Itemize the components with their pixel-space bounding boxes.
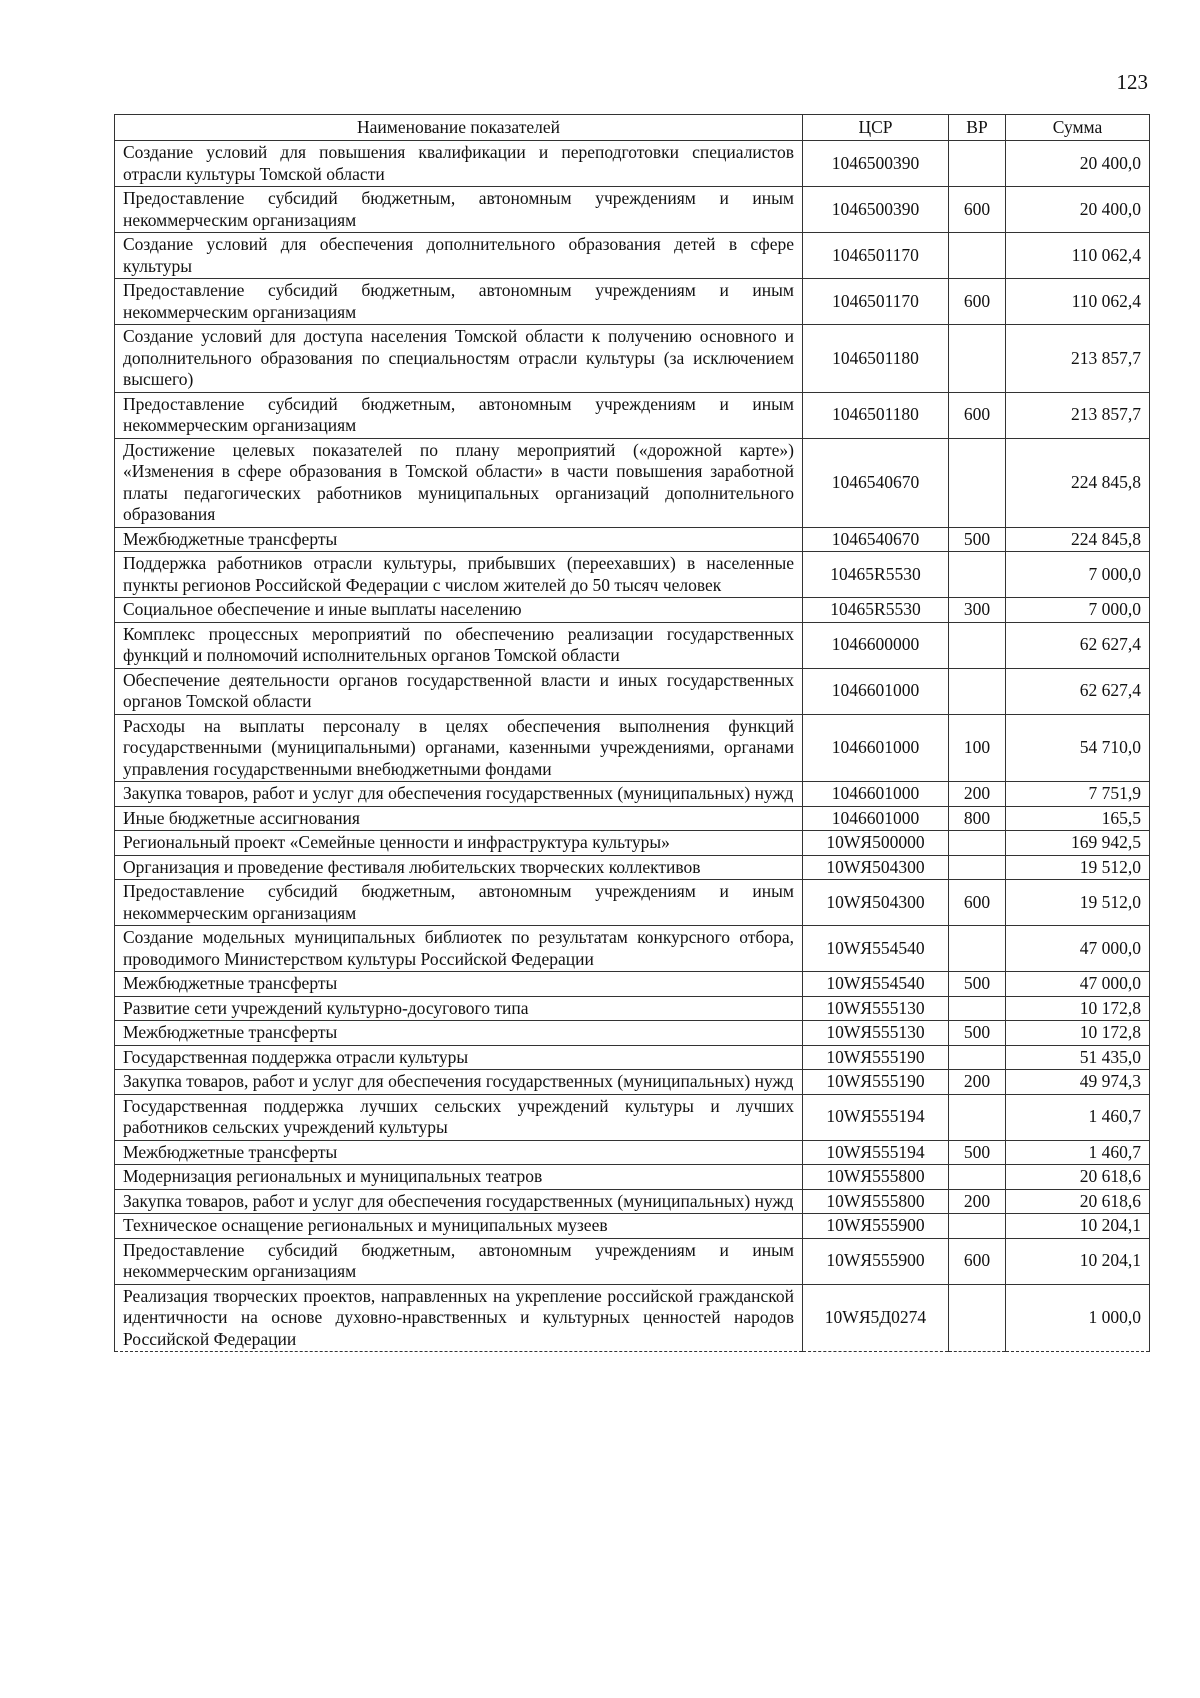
row-sum: 110 062,4 bbox=[1006, 279, 1150, 325]
row-vr bbox=[949, 141, 1006, 187]
row-sum: 7 000,0 bbox=[1006, 598, 1150, 623]
row-vr bbox=[949, 1045, 1006, 1070]
table-row bbox=[115, 1021, 1150, 1046]
row-vr: 500 bbox=[949, 972, 1006, 997]
row-name: Межбюджетные трансферты bbox=[115, 972, 803, 997]
row-vr: 100 bbox=[949, 714, 1006, 782]
row-csr: 10WЯ555130 bbox=[803, 1021, 949, 1046]
row-name: Предоставление субсидий бюджетным, автономным учреждениям и иным некоммерческим организациям bbox=[115, 392, 803, 438]
table-row bbox=[115, 1045, 1150, 1070]
row-sum: 19 512,0 bbox=[1006, 880, 1150, 926]
row-name: Развитие сети учреждений культурно-досугового типа bbox=[115, 996, 803, 1021]
row-vr bbox=[949, 552, 1006, 598]
row-sum: 10 204,1 bbox=[1006, 1214, 1150, 1239]
row-sum: 7 751,9 bbox=[1006, 782, 1150, 807]
row-vr: 800 bbox=[949, 806, 1006, 831]
row-vr bbox=[949, 325, 1006, 393]
row-csr: 10WЯ500000 bbox=[803, 831, 949, 856]
row-sum: 10 204,1 bbox=[1006, 1238, 1150, 1284]
row-name: Предоставление субсидий бюджетным, автономным учреждениям и иным некоммерческим организациям bbox=[115, 187, 803, 233]
row-csr: 10WЯ555800 bbox=[803, 1165, 949, 1190]
row-csr: 1046601000 bbox=[803, 668, 949, 714]
row-sum: 213 857,7 bbox=[1006, 392, 1150, 438]
row-name: Модернизация региональных и муниципальных театров bbox=[115, 1165, 803, 1190]
row-name: Достижение целевых показателей по плану мероприятий («дорожной карте») «Изменения в сфере образования в Томской области» в части повышения заработной платы педагогических работников муниципальных организаций дополнительного образования bbox=[115, 438, 803, 527]
row-name: Закупка товаров, работ и услуг для обеспечения государственных (муниципальных) нужд bbox=[115, 1189, 803, 1214]
row-vr: 600 bbox=[949, 392, 1006, 438]
header-csr: ЦСР bbox=[803, 115, 949, 141]
row-vr: 600 bbox=[949, 279, 1006, 325]
row-vr: 600 bbox=[949, 880, 1006, 926]
row-sum: 1 460,7 bbox=[1006, 1094, 1150, 1140]
table-row bbox=[115, 598, 1150, 623]
row-csr: 10WЯ554540 bbox=[803, 972, 949, 997]
row-vr bbox=[949, 668, 1006, 714]
row-sum: 20 618,6 bbox=[1006, 1189, 1150, 1214]
row-vr bbox=[949, 438, 1006, 527]
row-name: Создание условий для доступа населения Томской области к получению основного и дополнительного образования по специальностям отрасли культуры (за исключением высшего) bbox=[115, 325, 803, 393]
row-csr: 10WЯ554540 bbox=[803, 926, 949, 972]
row-vr bbox=[949, 1094, 1006, 1140]
table-row bbox=[115, 1284, 1150, 1352]
table-row bbox=[115, 996, 1150, 1021]
row-sum: 169 942,5 bbox=[1006, 831, 1150, 856]
table-row bbox=[115, 279, 1150, 325]
table-row bbox=[115, 831, 1150, 856]
table-row bbox=[115, 926, 1150, 972]
row-csr: 1046501180 bbox=[803, 392, 949, 438]
row-name: Региональный проект «Семейные ценности и инфраструктура культуры» bbox=[115, 831, 803, 856]
page-number: 123 bbox=[1116, 70, 1148, 94]
row-name: Предоставление субсидий бюджетным, автономным учреждениям и иным некоммерческим организациям bbox=[115, 279, 803, 325]
row-sum: 20 400,0 bbox=[1006, 187, 1150, 233]
row-name: Предоставление субсидий бюджетным, автономным учреждениям и иным некоммерческим организациям bbox=[115, 1238, 803, 1284]
header-vr: ВР bbox=[949, 115, 1006, 141]
row-vr: 600 bbox=[949, 187, 1006, 233]
row-csr: 10465R5530 bbox=[803, 598, 949, 623]
row-vr bbox=[949, 926, 1006, 972]
table-row bbox=[115, 233, 1150, 279]
row-csr: 1046500390 bbox=[803, 141, 949, 187]
row-csr: 10WЯ555800 bbox=[803, 1189, 949, 1214]
row-vr bbox=[949, 1214, 1006, 1239]
row-vr: 200 bbox=[949, 1070, 1006, 1095]
row-csr: 1046600000 bbox=[803, 622, 949, 668]
row-sum: 1 460,7 bbox=[1006, 1140, 1150, 1165]
table-row bbox=[115, 1238, 1150, 1284]
row-name: Комплекс процессных мероприятий по обеспечению реализации государственных функций и полномочий исполнительных органов Томской области bbox=[115, 622, 803, 668]
row-csr: 10WЯ555190 bbox=[803, 1070, 949, 1095]
row-sum: 19 512,0 bbox=[1006, 855, 1150, 880]
table-row bbox=[115, 880, 1150, 926]
table-row bbox=[115, 187, 1150, 233]
budget-table bbox=[114, 114, 1150, 1352]
row-name: Поддержка работников отрасли культуры, прибывших (переехавших) в населенные пункты регионов Российской Федерации с числом жителей до 50 тысяч человек bbox=[115, 552, 803, 598]
row-name: Создание условий для повышения квалификации и переподготовки специалистов отрасли культуры Томской области bbox=[115, 141, 803, 187]
row-name: Социальное обеспечение и иные выплаты населению bbox=[115, 598, 803, 623]
row-csr: 10WЯ555900 bbox=[803, 1238, 949, 1284]
row-csr: 1046501180 bbox=[803, 325, 949, 393]
row-csr: 10WЯ504300 bbox=[803, 880, 949, 926]
row-sum: 165,5 bbox=[1006, 806, 1150, 831]
row-vr bbox=[949, 233, 1006, 279]
row-csr: 10WЯ555900 bbox=[803, 1214, 949, 1239]
row-sum: 10 172,8 bbox=[1006, 996, 1150, 1021]
row-csr: 10WЯ555130 bbox=[803, 996, 949, 1021]
row-name: Государственная поддержка лучших сельских учреждений культуры и лучших работников сельских учреждений культуры bbox=[115, 1094, 803, 1140]
row-csr: 1046500390 bbox=[803, 187, 949, 233]
table-row bbox=[115, 855, 1150, 880]
row-name: Закупка товаров, работ и услуг для обеспечения государственных (муниципальных) нужд bbox=[115, 782, 803, 807]
row-vr bbox=[949, 1165, 1006, 1190]
row-sum: 49 974,3 bbox=[1006, 1070, 1150, 1095]
table-row bbox=[115, 141, 1150, 187]
table-row bbox=[115, 527, 1150, 552]
row-name: Организация и проведение фестиваля любительских творческих коллективов bbox=[115, 855, 803, 880]
table-row bbox=[115, 392, 1150, 438]
row-sum: 20 400,0 bbox=[1006, 141, 1150, 187]
row-name: Межбюджетные трансферты bbox=[115, 1021, 803, 1046]
row-sum: 54 710,0 bbox=[1006, 714, 1150, 782]
row-vr: 500 bbox=[949, 527, 1006, 552]
row-vr: 200 bbox=[949, 782, 1006, 807]
row-sum: 224 845,8 bbox=[1006, 527, 1150, 552]
row-name: Межбюджетные трансферты bbox=[115, 1140, 803, 1165]
row-sum: 62 627,4 bbox=[1006, 622, 1150, 668]
row-name: Создание условий для обеспечения дополнительного образования детей в сфере культуры bbox=[115, 233, 803, 279]
row-sum: 110 062,4 bbox=[1006, 233, 1150, 279]
header-name: Наименование показателей bbox=[115, 115, 803, 141]
row-csr: 1046501170 bbox=[803, 279, 949, 325]
row-name: Предоставление субсидий бюджетным, автономным учреждениям и иным некоммерческим организациям bbox=[115, 880, 803, 926]
table-row bbox=[115, 1165, 1150, 1190]
row-csr: 10WЯ504300 bbox=[803, 855, 949, 880]
row-vr: 500 bbox=[949, 1140, 1006, 1165]
row-name: Межбюджетные трансферты bbox=[115, 527, 803, 552]
table-row bbox=[115, 325, 1150, 393]
row-sum: 1 000,0 bbox=[1006, 1284, 1150, 1352]
row-sum: 51 435,0 bbox=[1006, 1045, 1150, 1070]
row-sum: 20 618,6 bbox=[1006, 1165, 1150, 1190]
row-csr: 1046540670 bbox=[803, 438, 949, 527]
row-sum: 62 627,4 bbox=[1006, 668, 1150, 714]
header-sum: Сумма bbox=[1006, 115, 1150, 141]
table-row bbox=[115, 668, 1150, 714]
table-row bbox=[115, 1214, 1150, 1239]
table-row bbox=[115, 552, 1150, 598]
row-csr: 10465R5530 bbox=[803, 552, 949, 598]
table-row bbox=[115, 1070, 1150, 1095]
row-csr: 10WЯ5Д0274 bbox=[803, 1284, 949, 1352]
table-row bbox=[115, 622, 1150, 668]
row-vr bbox=[949, 996, 1006, 1021]
table-row bbox=[115, 1094, 1150, 1140]
row-vr: 200 bbox=[949, 1189, 1006, 1214]
row-vr bbox=[949, 1284, 1006, 1352]
row-sum: 224 845,8 bbox=[1006, 438, 1150, 527]
row-csr: 10WЯ555190 bbox=[803, 1045, 949, 1070]
row-sum: 10 172,8 bbox=[1006, 1021, 1150, 1046]
row-csr: 1046601000 bbox=[803, 806, 949, 831]
row-name: Государственная поддержка отрасли культуры bbox=[115, 1045, 803, 1070]
row-name: Реализация творческих проектов, направленных на укрепление российской гражданской идентичности на основе духовно-нравственных и культурных ценностей народов Российской Федерации bbox=[115, 1284, 803, 1352]
row-sum: 47 000,0 bbox=[1006, 926, 1150, 972]
row-name: Создание модельных муниципальных библиотек по результатам конкурсного отбора, проводимого Министерством культуры Российской Федерации bbox=[115, 926, 803, 972]
row-sum: 213 857,7 bbox=[1006, 325, 1150, 393]
row-name: Обеспечение деятельности органов государственной власти и иных государственных органов Томской области bbox=[115, 668, 803, 714]
table-body bbox=[115, 141, 1150, 1352]
row-name: Расходы на выплаты персоналу в целях обеспечения выполнения функций государственными (муниципальными) органами, казенными учреждениями, органами управления государственными внебюджетными фондами bbox=[115, 714, 803, 782]
table-row bbox=[115, 714, 1150, 782]
row-csr: 1046601000 bbox=[803, 782, 949, 807]
row-vr: 300 bbox=[949, 598, 1006, 623]
row-csr: 1046601000 bbox=[803, 714, 949, 782]
row-csr: 10WЯ555194 bbox=[803, 1094, 949, 1140]
row-vr bbox=[949, 831, 1006, 856]
row-vr bbox=[949, 622, 1006, 668]
table-row bbox=[115, 806, 1150, 831]
table-row bbox=[115, 1189, 1150, 1214]
row-vr bbox=[949, 855, 1006, 880]
table-row bbox=[115, 438, 1150, 527]
row-csr: 1046540670 bbox=[803, 527, 949, 552]
table-row bbox=[115, 782, 1150, 807]
row-sum: 47 000,0 bbox=[1006, 972, 1150, 997]
row-csr: 1046501170 bbox=[803, 233, 949, 279]
table-row bbox=[115, 1140, 1150, 1165]
table-header-row bbox=[115, 115, 1150, 141]
row-csr: 10WЯ555194 bbox=[803, 1140, 949, 1165]
row-name: Закупка товаров, работ и услуг для обеспечения государственных (муниципальных) нужд bbox=[115, 1070, 803, 1095]
table-row bbox=[115, 972, 1150, 997]
row-sum: 7 000,0 bbox=[1006, 552, 1150, 598]
row-name: Иные бюджетные ассигнования bbox=[115, 806, 803, 831]
row-vr: 600 bbox=[949, 1238, 1006, 1284]
row-vr: 500 bbox=[949, 1021, 1006, 1046]
row-name: Техническое оснащение региональных и муниципальных музеев bbox=[115, 1214, 803, 1239]
